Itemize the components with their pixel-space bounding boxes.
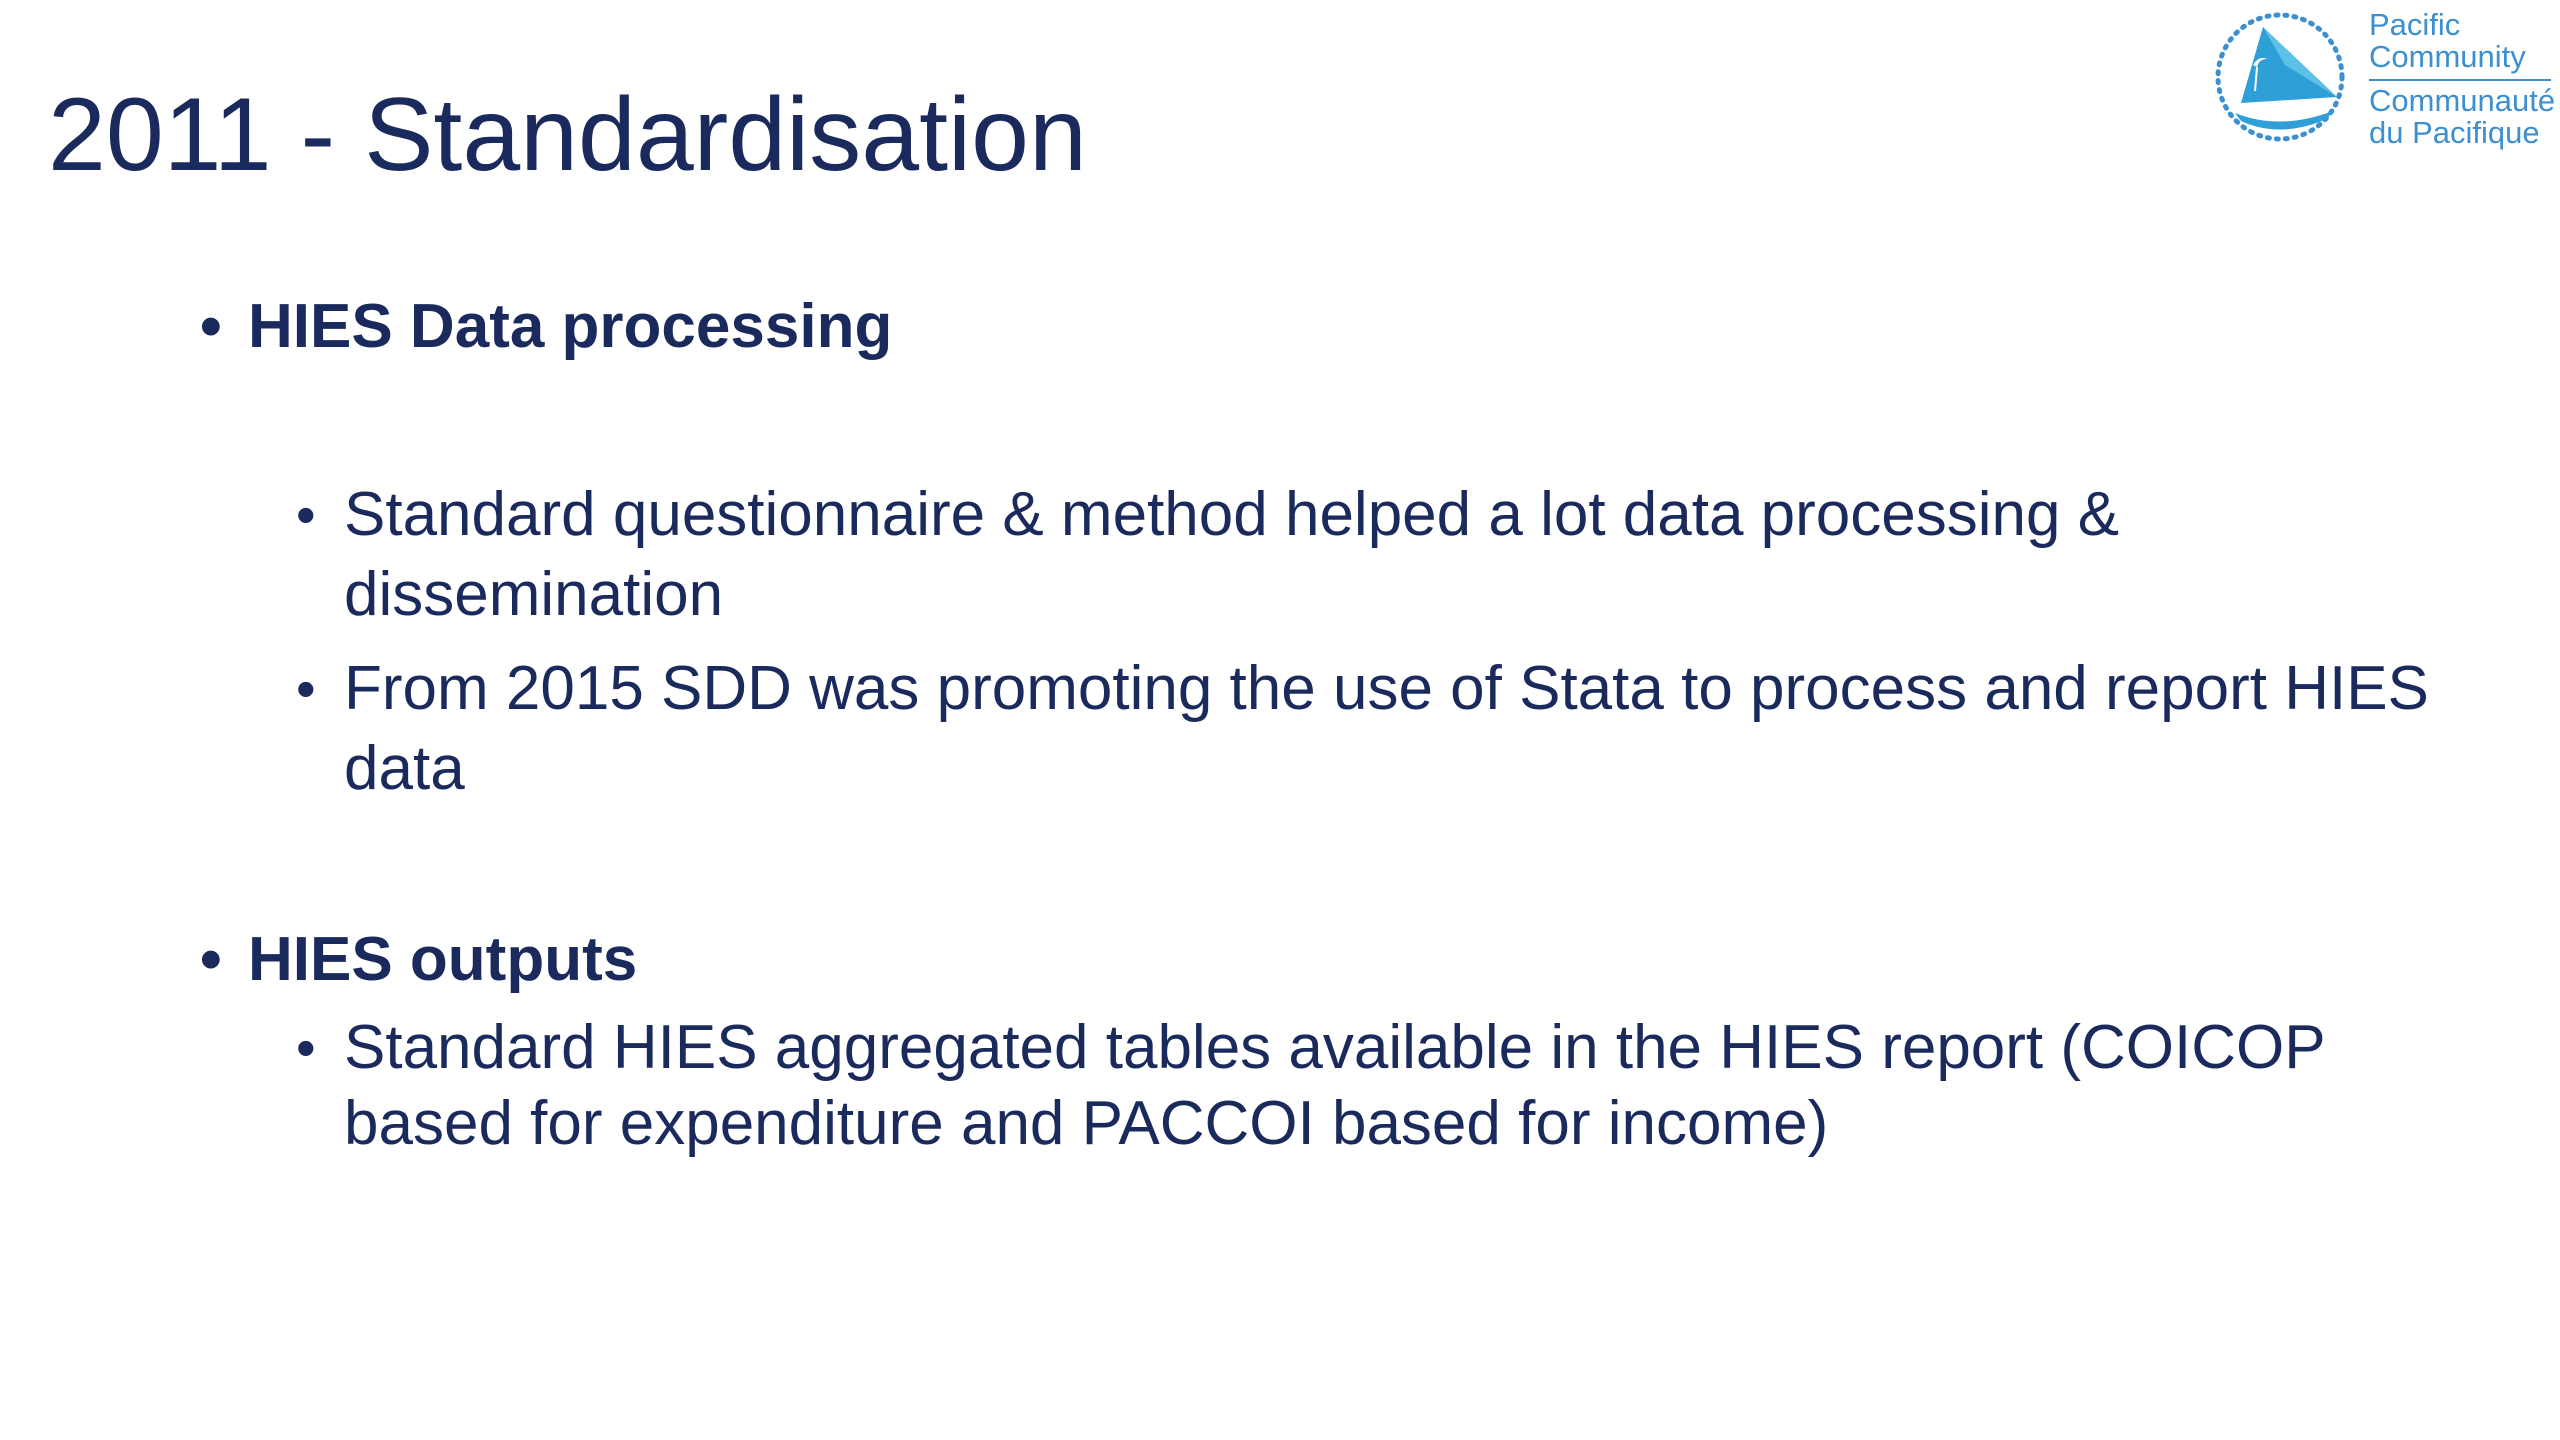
section-outputs [200,920,2500,1000]
bullet-icon: • [296,657,316,720]
bullet-icon: • [200,925,222,994]
logo-wordmark [2369,9,2555,149]
list-item-text: Standard HIES aggregated tables available in the HIES report (COICOP based for expenditure and PACCOI based for income) [344,1013,2325,1158]
list-item [296,1010,2496,1162]
logo-name-fr-1: Communauté [2369,83,2556,118]
sail-circle-logo-icon [2205,5,2355,155]
list-item-text: From 2015 SDD was promoting the use of Stata to process and report HIES data [344,654,2429,803]
logo-name-en-1: Pacific [2369,7,2461,42]
section-heading [200,920,2500,1000]
section-heading-text: HIES Data processing [248,292,893,361]
section-outputs-items [296,1010,2496,1162]
logo-name-en-2: Community [2369,39,2526,74]
section-data-processing-items [296,475,2496,809]
slide-title: 2011 - Standardisation [48,77,1087,193]
pacific-community-logo [2205,5,2560,155]
bullet-icon: • [296,1016,316,1079]
list-item [296,475,2496,635]
section-heading-text: HIES outputs [248,925,638,994]
logo-name-fr-2: du Pacifique [2369,115,2540,150]
bullet-icon: • [200,292,222,361]
section-data-processing [200,287,2500,367]
list-item-text: Standard questionnaire & method helped a lot data processing & dissemination [344,480,2120,629]
section-heading [200,287,2500,367]
logo-divider [2369,79,2551,81]
list-item [296,649,2496,809]
bullet-icon: • [296,483,316,546]
